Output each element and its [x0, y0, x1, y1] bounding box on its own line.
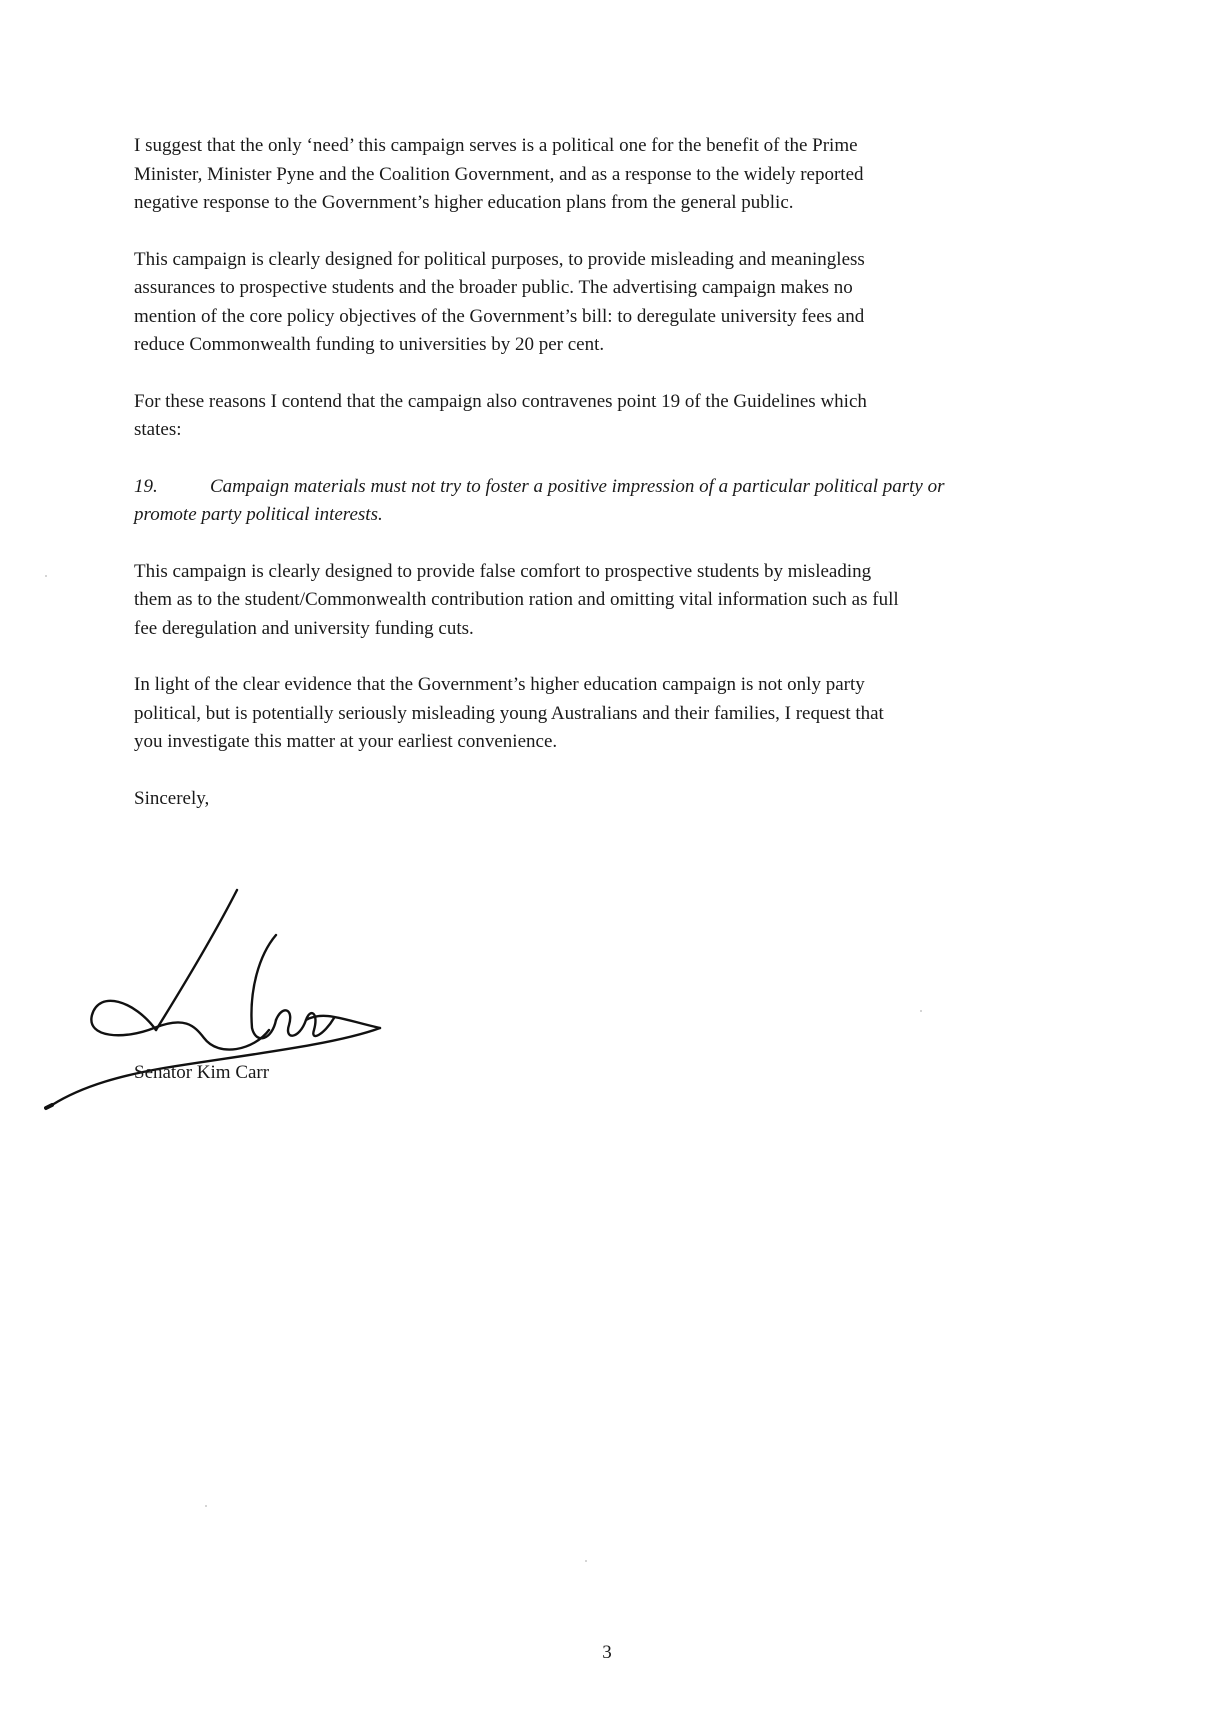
handwritten-signature: [44, 880, 384, 1130]
paragraph-contravenes-point-19: For these reasons I contend that the campaign also contravenes point 19 of the Guidelines which states:: [134, 390, 867, 440]
letter-body: [134, 132, 1084, 841]
signatory-name: Senator Kim Carr: [134, 1062, 270, 1083]
scan-speck: [920, 1010, 922, 1012]
guideline-quote: [134, 473, 1084, 530]
closing-salutation: Sincerely,: [134, 787, 210, 809]
paragraph-false-comfort: This campaign is clearly designed to provide false comfort to prospective students by misleading them as to the student/Commonwealth contribution ration and omitting vital information such as full fee deregulation and university funding cuts.: [134, 560, 899, 639]
paragraph-political-purposes: This campaign is clearly designed for political purposes, to provide misleading and meaningless assurances to prospective students and the broader public. The advertising campaign makes no mention of the core policy objectives of the Government’s bill: to deregulate university fees and reduce Commonwealth funding to universities by 20 per cent.: [134, 248, 865, 355]
scan-speck: [45, 575, 47, 577]
scan-speck: [585, 1560, 587, 1562]
paragraph-political-need: I suggest that the only ‘need’ this campaign serves is a political one for the benefit of the Prime Minister, Minister Pyne and the Coalition Government, and as a response to the widely reported negative response to the Government’s higher education plans from the general public.: [134, 135, 864, 213]
paragraph-request-investigation: In light of the clear evidence that the Government’s higher education campaign is not only party political, but is potentially seriously misleading young Australians and their families, I request that you investigate this matter at your earliest convenience.: [134, 674, 884, 752]
page-number: 3: [602, 1642, 612, 1663]
guideline-number: 19.: [134, 475, 158, 497]
scan-speck: [205, 1505, 207, 1507]
guideline-text: Campaign materials must not try to foster a positive impression of a particular political party or promote party political interests.: [134, 475, 945, 525]
